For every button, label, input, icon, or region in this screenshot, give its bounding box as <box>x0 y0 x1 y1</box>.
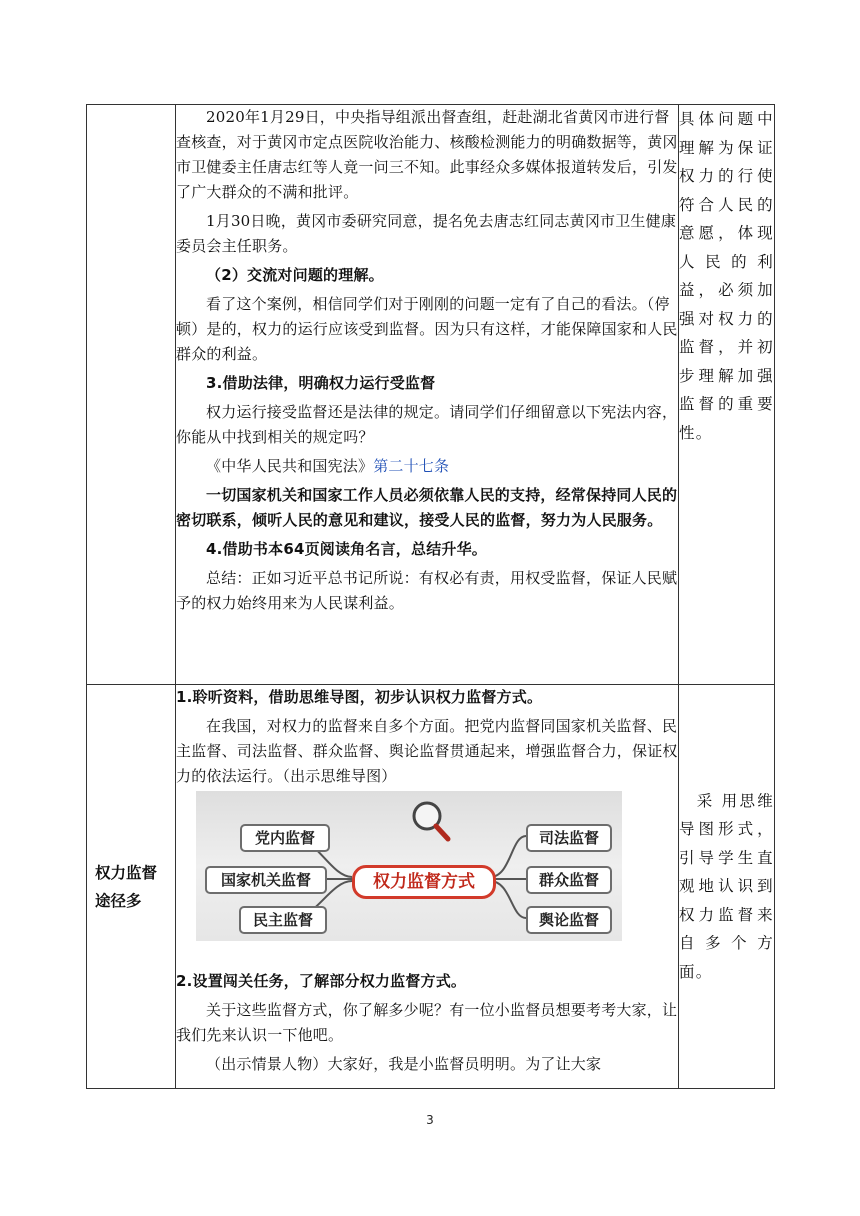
node-public-supervision: 群众监督 <box>526 866 612 894</box>
node-judicial-supervision: 司法监督 <box>526 824 612 852</box>
section-heading-2: （2）交流对问题的理解。 <box>206 266 384 284</box>
constitution-text: 一切国家机关和国家工作人员必须依靠人民的支持，经常保持同人民的密切联系，倾听人民的意见和建议，接受人民的监督，努力为人民服务。 <box>176 486 678 529</box>
stage-title-line-1: 权力监督 <box>95 863 158 882</box>
section-heading-1: 1.聆听资料，借助思维导图，初步认识权力监督方式。 <box>176 688 543 706</box>
character-intro-paragraph: （出示情景人物）大家好，我是小监督员明明。为了让大家 <box>206 1055 602 1073</box>
teaching-content-cell <box>176 105 679 685</box>
mind-map-image <box>196 791 622 941</box>
stage-title-line-2: 途径多 <box>95 891 142 910</box>
design-intent-text: 采 用思维导图形式，引导学生直观地认识到权力监督来自多个方面。 <box>679 791 774 981</box>
summary-paragraph: 总结：正如习近平总书记所说：有权必有责，用权受监督，保证人民赋予的权力始终用来为人民谋利益。 <box>176 569 678 612</box>
design-intent-cell <box>679 105 775 685</box>
magnifier-icon <box>414 803 448 839</box>
article-number: 第二十七条 <box>373 457 450 475</box>
node-state-organ-supervision: 国家机关监督 <box>205 866 327 894</box>
table-row <box>87 105 775 685</box>
node-media-supervision: 舆论监督 <box>526 906 612 934</box>
stage-cell <box>87 685 176 1089</box>
law-intro-paragraph: 权力运行接受监督还是法律的规定。请同学们仔细留意以下宪法内容，你能从中找到相关的规定吗？ <box>176 403 678 446</box>
constitution-reference <box>176 454 678 479</box>
stage-cell-empty <box>87 105 176 685</box>
design-intent-cell <box>679 685 775 1089</box>
discussion-paragraph: 看了这个案例，相信同学们对于刚刚的问题一定有了自己的看法。（停顿）是的，权力的运行应该受到监督。因为只有这样，才能保障国家和人民群众的利益。 <box>176 295 678 363</box>
node-democratic-supervision: 民主监督 <box>239 906 327 934</box>
center-node: 权力监督方式 <box>352 865 496 899</box>
node-party-supervision: 党内监督 <box>240 824 330 852</box>
supervision-intro-paragraph: 在我国，对权力的监督来自多个方面。把党内监督同国家机关监督、民主监督、司法监督、群众监督、舆论监督贯通起来，增强监督合力，保证权力的依法运行。（出示思维导图） <box>176 717 678 785</box>
constitution-title: 《中华人民共和国宪法》 <box>206 457 374 475</box>
section-heading-2: 2.设置闯关任务，了解部分权力监督方式。 <box>176 972 467 990</box>
section-heading-4: 4.借助书本64页阅读角名言，总结升华。 <box>206 540 488 558</box>
teaching-content-cell <box>176 685 679 1089</box>
table-row <box>87 685 775 1089</box>
section-heading-3: 3.借助法律，明确权力运行受监督 <box>206 374 436 392</box>
page-number: 3 <box>426 1113 434 1127</box>
task-intro-paragraph: 关于这些监督方式，你了解多少呢？有一位小监督员想要考考大家，让我们先来认识一下他吧。 <box>176 1001 678 1044</box>
lesson-plan-table <box>86 104 775 1089</box>
case-paragraph-1: 2020年1月29日，中央指导组派出督查组，赶赴湖北省黄冈市进行督查核查，对于黄冈市定点医院收治能力、核酸检测能力的明确数据等，黄冈市卫健委主任唐志红等人竟一问三不知。此事经众多媒体报道转发后，引发了广大群众的不满和批评。 <box>176 108 678 201</box>
case-paragraph-2: 1月30日晚，黄冈市委研究同意，提名免去唐志红同志黄冈市卫生健康委员会主任职务。 <box>176 212 677 255</box>
design-intent-text: 具体问题中理解为保证权力的行使符合人民的意愿，体现人民的利益，必须加强对权力的监督，并初步理解加强监督的重要性。 <box>679 110 774 442</box>
